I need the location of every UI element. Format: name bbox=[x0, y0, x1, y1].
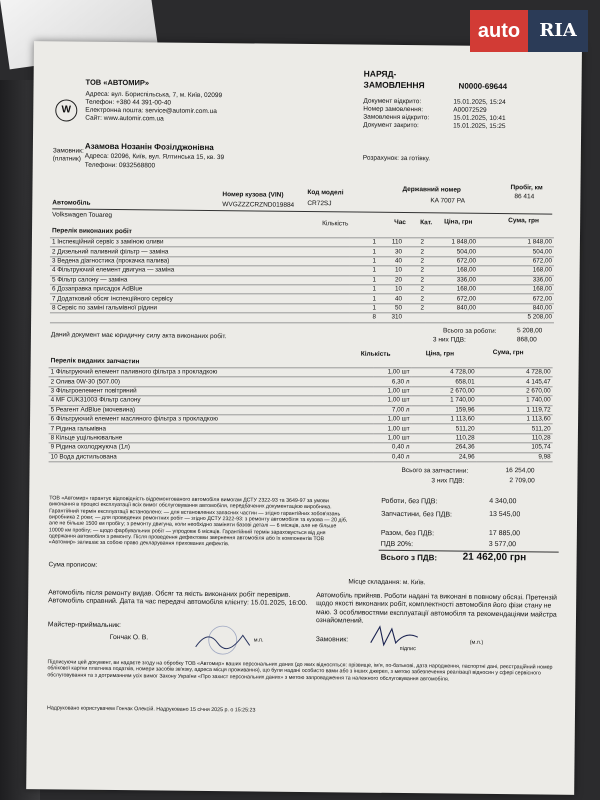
works-cell-price: 840,00 bbox=[426, 304, 478, 313]
works-sum-header: Сума, грн bbox=[508, 217, 539, 225]
works-cell-name: 5 Фільтр салону — заміна bbox=[50, 275, 350, 284]
order-title-line1: НАРЯД- bbox=[363, 68, 397, 79]
logo-auto-text: auto bbox=[470, 10, 528, 52]
acceptance-text: Автомобіль прийняв. Роботи надані та виконані в повному обсязі. Претензій щодо якості виконаних робіт, комплектності автомобіля його фізи стану не маю. З особливостями експлуатації автомобіля та рекомендаціями майстра ознайомлений. bbox=[315, 592, 558, 626]
works-vat-value: 868,00 bbox=[516, 336, 537, 344]
parts-cell-sum: 1 119,72 bbox=[477, 405, 553, 414]
parts-cell-price: 658,01 bbox=[412, 377, 477, 386]
works-cell-price: 672,00 bbox=[426, 294, 478, 303]
works-cell-hours: 40 bbox=[378, 294, 404, 303]
works-cell-hours: 10 bbox=[378, 266, 404, 275]
works-cell-name: 3 Ведена діагностика (прокачка палива) bbox=[50, 257, 350, 266]
works-cell-sum: 336,00 bbox=[478, 275, 554, 284]
printed-by: Надруковано користувачем Гончак Олексій. Надруковано 15 січня 2025 р. о 15:25:23 bbox=[46, 705, 256, 714]
consent-text: Підписуючи цей документ, ви надаєте згоду на обробку ТОВ «Автомир» ваших персональних даних (до яких відносяться: прізвище, ім'я, по-батькові, дата народження, паспортні дані, реєстраційний номер облікової картки платника податків, номери засобів зв'язку, адреса місця проживання), що були надані особисто вами або з інших джерел, з метою забезпечення реалізації відносин у сфері сервісного обслуговування та з дотриманням усіх вимог Закону України «Про захист персональних даних» з метою запровадження та належного обслуговування автомобіля. bbox=[47, 659, 553, 683]
works-cell-cat: 2 bbox=[404, 257, 426, 266]
company-name: ТОВ «АВТОМИР» bbox=[85, 77, 150, 88]
table-row bbox=[49, 443, 553, 452]
works-cell-cat: 2 bbox=[404, 266, 426, 275]
customer-label: Замовник: bbox=[52, 147, 84, 155]
parts-novat-value: 13 545,00 bbox=[489, 510, 521, 519]
vehicle-divider bbox=[52, 208, 552, 214]
parts-total-value: 16 254,00 bbox=[505, 467, 535, 475]
parts-cell-qty: 1,00 шт bbox=[374, 415, 412, 424]
table-row bbox=[49, 415, 553, 424]
works-cell-qty: 1 bbox=[350, 275, 378, 284]
document-page bbox=[26, 41, 582, 795]
works-cat-header: Кат. bbox=[420, 219, 433, 227]
parts-cell-price: 264,36 bbox=[412, 443, 477, 452]
works-cell-hours: 30 bbox=[378, 247, 404, 256]
grand-total-label: Всього з ПДВ: bbox=[380, 552, 438, 563]
plate-header: Державний номер bbox=[402, 185, 461, 194]
table-row bbox=[50, 247, 554, 256]
master-label: Майстер-приймальник: bbox=[47, 621, 121, 630]
parts-cell-price: 24,96 bbox=[412, 452, 477, 461]
parts-cell-name: 8 Кільце ущільнювальне bbox=[49, 434, 374, 443]
return-text: Автомобіль після ремонту видав. Обсяг та якість виконаних робіт перевірив. Автомобіль справний. Дата та час передачі автомобіля клієнту: 15.01.2025, 16:00. bbox=[48, 589, 308, 608]
works-cell-sum: 1 848,00 bbox=[478, 238, 554, 247]
works-hours-header: Час bbox=[394, 218, 406, 227]
table-row bbox=[49, 405, 553, 414]
mileage-header: Пробіг, км bbox=[510, 184, 543, 192]
parts-cell-price: 1 740,00 bbox=[412, 396, 477, 405]
parts-cell-sum: 1 113,60 bbox=[477, 415, 553, 424]
parts-cell-name: 7 Рідина гальмівна bbox=[49, 424, 374, 433]
works-summary-row bbox=[50, 313, 554, 322]
vehicle-mileage: 86 414 bbox=[514, 193, 535, 201]
works-cell-cat: 2 bbox=[404, 285, 426, 294]
company-email: Електронна пошта: service@automir.com.ua bbox=[85, 106, 217, 116]
grand-total-value: 21 462,00 грн bbox=[462, 551, 527, 564]
parts-cell-name: 10 Вода дистильована bbox=[49, 452, 374, 461]
table-row bbox=[50, 266, 554, 275]
customer-phone: Телефони: 0932568800 bbox=[84, 161, 156, 170]
parts-vat-label: 3 них ПДВ: bbox=[431, 477, 465, 485]
works-cell-price: 672,00 bbox=[426, 257, 478, 266]
legal-note: Даний документ має юридичну силу акта виконаних робіт. bbox=[50, 331, 227, 341]
works-summary-sum: 5 208,00 bbox=[478, 313, 554, 322]
order-number: N0000-69644 bbox=[458, 81, 508, 92]
parts-total-label: Всього за запчастини: bbox=[401, 467, 469, 475]
signature-caption: підпис bbox=[399, 645, 416, 653]
table-row bbox=[50, 275, 554, 284]
logo-ria-text: RIA bbox=[528, 10, 588, 52]
place-of-signing: Місце складання: м. Київ. bbox=[348, 578, 426, 587]
table-row bbox=[50, 285, 554, 294]
works-summary-empty bbox=[404, 313, 426, 322]
parts-cell-price: 4 728,00 bbox=[412, 368, 477, 377]
works-cell-sum: 168,00 bbox=[478, 285, 554, 294]
parts-cell-qty: 0,40 л bbox=[374, 443, 412, 452]
parts-cell-qty: 1,00 шт bbox=[374, 434, 412, 443]
table-row bbox=[49, 368, 553, 377]
works-cell-hours: 20 bbox=[378, 275, 404, 284]
works-cell-sum: 168,00 bbox=[478, 266, 554, 275]
order-closed-label: Документ закрито: bbox=[363, 121, 419, 130]
works-price-header: Ціна, грн bbox=[444, 218, 473, 226]
works-cell-qty: 1 bbox=[350, 294, 378, 303]
order-order-opened-value: 15.01.2025, 10:41 bbox=[453, 114, 506, 123]
table-row bbox=[50, 238, 554, 247]
stamp-mark-right: (м.п.) bbox=[469, 639, 484, 646]
volkswagen-logo-icon: W bbox=[55, 99, 77, 121]
vin-header: Номер кузова (VIN) bbox=[222, 191, 284, 199]
vehicle-plate: KA 7007 PA bbox=[430, 197, 465, 205]
works-cell-qty: 1 bbox=[350, 257, 378, 266]
parts-cell-sum: 110,28 bbox=[477, 434, 553, 443]
works-cell-cat: 2 bbox=[404, 304, 426, 313]
model-code-header: Код моделі bbox=[307, 189, 344, 197]
vat-value: 3 577,00 bbox=[488, 540, 517, 549]
works-cell-hours: 110 bbox=[378, 238, 404, 247]
parts-price-header: Ціна, грн bbox=[425, 350, 455, 358]
works-summary-empty bbox=[426, 313, 478, 322]
works-cell-price: 1 848,00 bbox=[426, 238, 478, 247]
parts-cell-price: 110,28 bbox=[412, 434, 477, 443]
table-row bbox=[49, 452, 553, 461]
vehicle-header: Автомобіль bbox=[52, 199, 91, 207]
parts-cell-price: 1 113,60 bbox=[412, 415, 477, 424]
table-row bbox=[49, 396, 553, 405]
sum-novat-label: Разом, без ПДВ: bbox=[380, 529, 435, 538]
table-row bbox=[49, 377, 553, 386]
works-cell-qty: 1 bbox=[350, 238, 378, 247]
parts-cell-name: 6 Фільтруючий елемент масляного фільтра з прокладкою bbox=[49, 415, 374, 424]
parts-cell-qty: 1,00 шт bbox=[374, 368, 412, 377]
parts-cell-name: 4 MF CUK31003 Фільтр салону bbox=[49, 396, 374, 405]
company-phone: Телефон: +380 44 391-00-40 bbox=[85, 98, 172, 107]
vehicle-model-code: CR72SJ bbox=[307, 200, 332, 208]
works-cell-sum: 840,00 bbox=[478, 304, 554, 313]
works-cell-sum: 504,00 bbox=[478, 247, 554, 256]
works-qty-header: Кількість bbox=[322, 220, 349, 228]
works-cell-qty: 1 bbox=[350, 247, 378, 256]
order-number-value: A00072529 bbox=[453, 106, 487, 114]
works-summary-qty: 8 bbox=[350, 313, 378, 322]
parts-cell-sum: 2 670,00 bbox=[477, 387, 553, 396]
works-title: Перелік виконаних робіт bbox=[51, 227, 132, 236]
works-table bbox=[50, 237, 554, 323]
works-cell-name: 4 Фільтруючий елемент двигуна — заміна bbox=[50, 266, 350, 275]
company-address: Адреса: вул. Бориспільська, 7, м. Київ, 02099 bbox=[85, 90, 223, 100]
works-summary-empty bbox=[50, 313, 350, 322]
order-title-line2: ЗАМОВЛЕННЯ bbox=[363, 79, 425, 91]
parts-cell-name: 3 Фільтроелемент повітряний bbox=[49, 387, 374, 396]
works-cell-price: 168,00 bbox=[426, 266, 478, 275]
autoria-logo bbox=[470, 10, 588, 52]
parts-cell-name: 2 Олива 0W-30 (507.00) bbox=[49, 377, 374, 386]
vat-label: ПДВ 20%: bbox=[380, 540, 414, 549]
parts-cell-name: 1 Фільтруючий елемент паливного фільтра з прокладкою bbox=[49, 368, 374, 377]
parts-cell-qty: 0,40 л bbox=[374, 452, 412, 461]
parts-cell-sum: 511,20 bbox=[477, 424, 553, 433]
vehicle-vin: WVGZZZCRZND019884 bbox=[222, 201, 295, 209]
table-row bbox=[50, 257, 554, 266]
works-cell-name: 7 Додатковий обсяг інспекційного сервісу bbox=[50, 294, 350, 303]
parts-qty-header: Кількість bbox=[360, 350, 391, 358]
table-row bbox=[49, 387, 553, 396]
parts-title: Перелік виданих запчастин bbox=[50, 357, 140, 366]
works-cell-name: 6 Дозаправка присадок AdBlue bbox=[50, 285, 350, 294]
table-row bbox=[49, 424, 553, 433]
parts-cell-price: 159,96 bbox=[412, 405, 477, 414]
master-name: Гончак О. В. bbox=[109, 633, 149, 642]
table-row bbox=[50, 304, 554, 313]
warranty-text: ТОВ «Автомир» гарантує відповідність відремонтованого автомобіля вимогам ДСТУ 2322-93 та 3649-97 за умови виконання в процесі експлуатації всіх вимог обслуговування автомобіля, передбачених документацією виробника. Гарантійний термін експлуатації встановлено: — для встановлених запасних частин — згідно гарантійних зобов'язань виробника 2 роки; — для проведених ремонтних робіт — згідно ДСТУ 2322-93: з ремонту автомобіля та кузова — 20 діб, але не більше 1500 км пробігу; з ремонту двигуна, коли необхідно заміняти базові деталі — 6 місяців, але не більше 10000 км пробігу; — щодо фарбувальних робіт — упродовж 6 місяців. Гарантійний термін зараховується від дня одержання автомобіля з ремонту. Після проведення дефектовки звернення автомобіля або їх компонентів ТОВ «Автомир» залишає за собою право декларування прихованих дефектів. bbox=[48, 495, 348, 548]
works-total-value: 5 208,00 bbox=[516, 327, 543, 335]
parts-cell-name: 9 Рідина охолоджуюча (1л) bbox=[49, 443, 374, 452]
parts-cell-sum: 4 728,00 bbox=[477, 368, 553, 377]
order-number-label: Номер замовлення: bbox=[363, 105, 424, 114]
parts-cell-qty: 1,00 шт bbox=[374, 396, 412, 405]
parts-cell-sum: 1 740,00 bbox=[477, 396, 553, 405]
parts-cell-qty: 1,00 шт bbox=[374, 424, 412, 433]
works-cell-sum: 672,00 bbox=[478, 294, 554, 303]
works-total-label: Всього за роботи: bbox=[442, 327, 497, 335]
works-cell-sum: 672,00 bbox=[478, 257, 554, 266]
parts-novat-label: Запчастини, без ПДВ: bbox=[381, 510, 453, 519]
payment-method: Розрахунок: за готівку. bbox=[362, 154, 431, 163]
parts-cell-price: 2 670,00 bbox=[412, 387, 477, 396]
works-cell-cat: 2 bbox=[404, 275, 426, 284]
customer-name: Азамова Нозанін Фозілджонівна bbox=[84, 141, 214, 153]
order-opened-value: 15.01.2025, 15:24 bbox=[453, 98, 506, 107]
parts-vat-value: 2 709,00 bbox=[509, 477, 535, 485]
customer-sublabel: (платник) bbox=[52, 155, 81, 163]
sum-in-words-label: Сума прописом: bbox=[48, 561, 98, 569]
table-row bbox=[49, 434, 553, 443]
works-cell-qty: 1 bbox=[350, 304, 378, 313]
parts-cell-qty: 7,00 л bbox=[374, 405, 412, 414]
customer-signature-label: Замовник: bbox=[315, 636, 349, 644]
customer-signature-icon bbox=[366, 623, 426, 650]
parts-cell-qty: 1,00 шт bbox=[374, 387, 412, 396]
order-order-opened-label: Замовлення відкрито: bbox=[363, 113, 430, 122]
works-cell-cat: 2 bbox=[404, 238, 426, 247]
parts-cell-sum: 4 145,47 bbox=[477, 377, 553, 386]
works-novat-value: 4 340,00 bbox=[489, 497, 517, 506]
works-cell-name: 8 Сервіс по заміні гальмівної рідини bbox=[50, 304, 350, 313]
parts-table bbox=[49, 367, 553, 462]
works-cell-name: 2 Дизельний паливний фільтр — заміна bbox=[50, 247, 350, 256]
works-cell-qty: 1 bbox=[350, 285, 378, 294]
works-cell-hours: 10 bbox=[378, 285, 404, 294]
master-signature-icon bbox=[188, 625, 258, 656]
parts-cell-sum: 105,74 bbox=[477, 443, 553, 452]
parts-cell-sum: 9,98 bbox=[477, 452, 553, 461]
sum-novat-value: 17 885,00 bbox=[488, 529, 521, 538]
company-site: Сайт: www.automir.com.ua bbox=[85, 114, 164, 123]
parts-cell-qty: 6,30 л bbox=[374, 377, 412, 386]
order-opened-label: Документ відкрито: bbox=[363, 97, 422, 106]
works-cell-price: 168,00 bbox=[426, 285, 478, 294]
works-cell-cat: 2 bbox=[404, 294, 426, 303]
works-cell-qty: 1 bbox=[350, 266, 378, 275]
works-summary-hours: 310 bbox=[378, 313, 404, 322]
works-cell-cat: 2 bbox=[404, 247, 426, 256]
works-cell-price: 504,00 bbox=[426, 247, 478, 256]
works-cell-name: 1 Інспекційний сервіс з заміною оливи bbox=[50, 238, 350, 247]
works-cell-hours: 40 bbox=[378, 257, 404, 266]
works-novat-label: Роботи, без ПДВ: bbox=[381, 497, 438, 506]
table-row bbox=[50, 294, 554, 303]
works-vat-label: 3 них ПДВ: bbox=[432, 336, 466, 344]
parts-cell-price: 511,20 bbox=[412, 424, 477, 433]
works-cell-hours: 50 bbox=[378, 304, 404, 313]
parts-cell-name: 5 Реагент AdBlue (мочевина) bbox=[49, 405, 374, 414]
customer-address: Адреса: 02096, Київ, вул. Ялтинська 15, кв. 39 bbox=[84, 152, 225, 162]
vehicle-model: Volkswagen Touareg bbox=[52, 211, 113, 219]
stamp-mark-left: м.п. bbox=[253, 637, 264, 644]
parts-sum-header: Сума, грн bbox=[492, 348, 524, 357]
works-cell-price: 336,00 bbox=[426, 275, 478, 284]
order-closed-value: 15.01.2025, 15:25 bbox=[453, 122, 506, 131]
